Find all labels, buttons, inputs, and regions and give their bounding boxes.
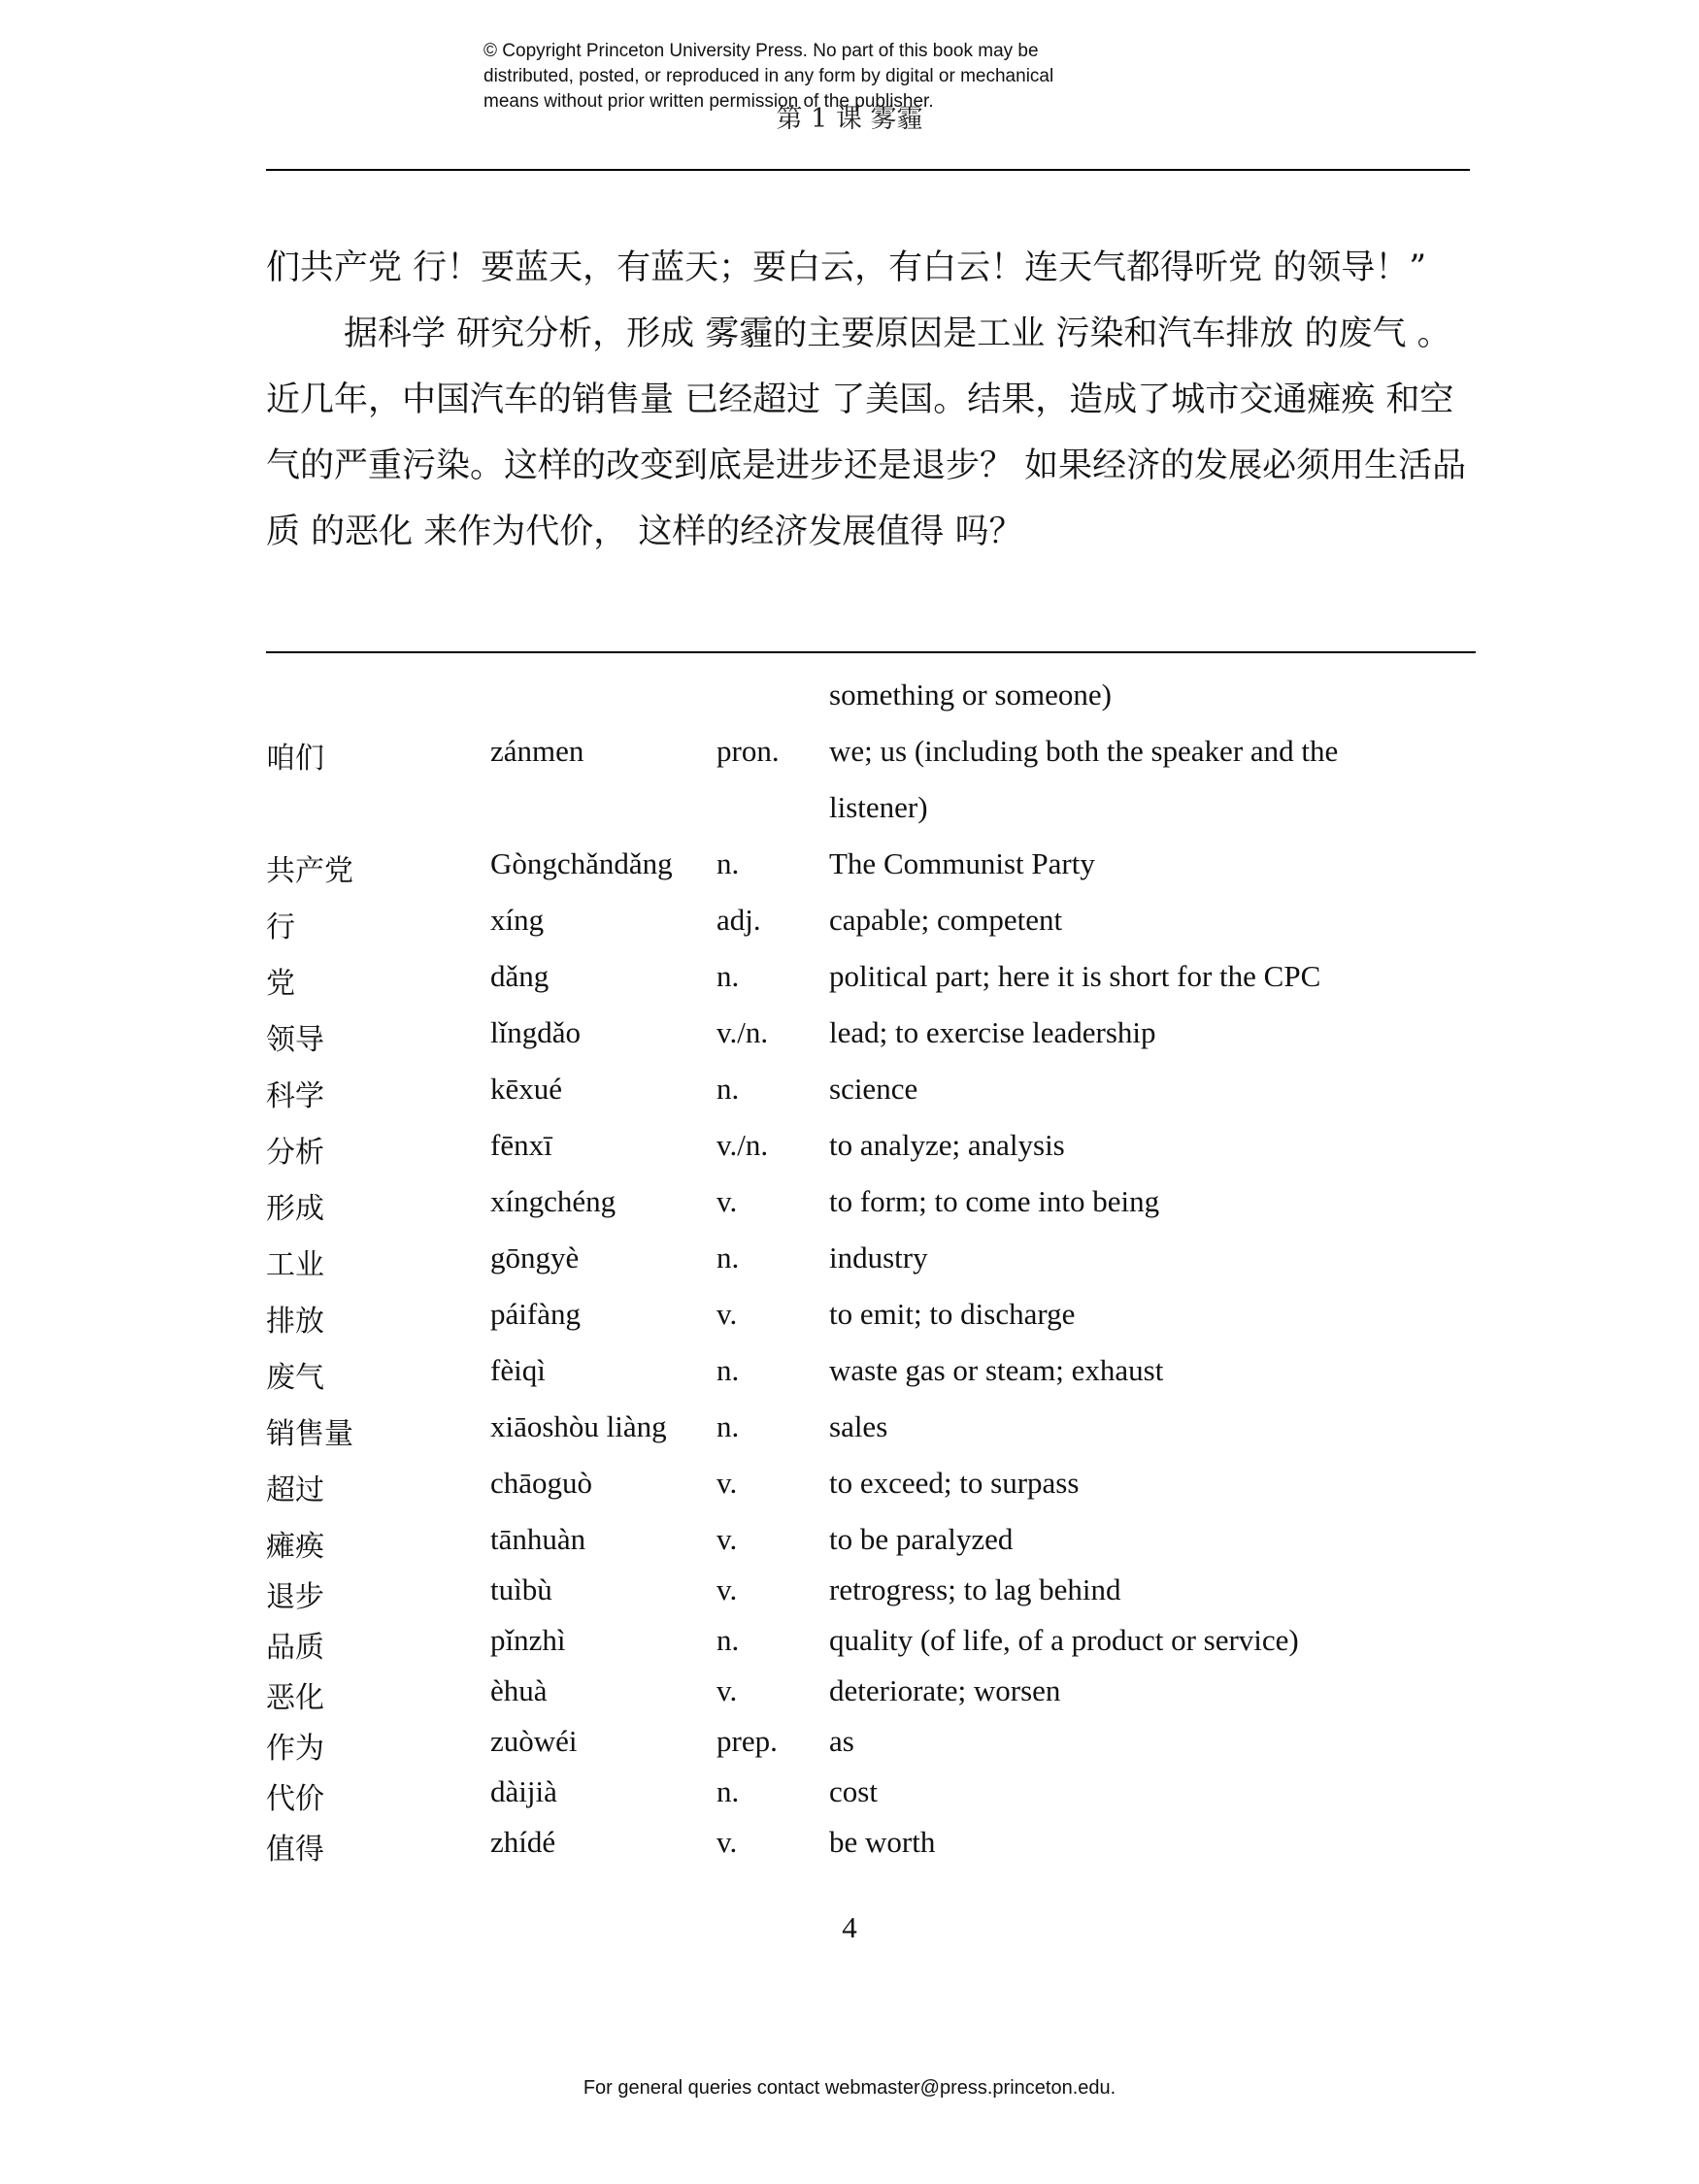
vocab-hanzi: 超过: [266, 1473, 324, 1507]
vocab-pinyin: fēnxī: [490, 1128, 552, 1162]
vocab-hanzi: 销售量: [266, 1417, 353, 1451]
footer-contact: For general queries contact webmaster@press.princeton.edu.: [583, 2077, 1116, 2099]
vocab-hanzi: 领导: [266, 1023, 324, 1057]
vocab-pinyin: xiāoshòu liàng: [490, 1409, 667, 1443]
vocab-pos: n.: [716, 1353, 740, 1387]
paragraph: 们共产党 行！要蓝天，有蓝天；要白云，有白云！连天气都得听党 的领导！”: [266, 248, 1427, 287]
vocab-pos: n.: [716, 1409, 740, 1443]
running-header: 第 1 课 雾霾: [776, 104, 923, 134]
vocab-pinyin: dǎng: [490, 959, 550, 993]
header-divider: [266, 169, 1470, 171]
copyright-line: means without prior written permission of the publisher.: [483, 91, 934, 112]
vocab-hanzi: 党: [266, 967, 295, 1001]
vocab-pos: v.: [716, 1572, 738, 1606]
vocab-definition: quality (of life, of a product or service): [829, 1623, 1299, 1657]
vocab-hanzi: 工业: [266, 1248, 324, 1282]
vocab-hanzi: 科学: [266, 1079, 324, 1113]
vocab-pinyin: lǐngdǎo: [490, 1015, 581, 1049]
vocab-hanzi: 废气: [266, 1361, 324, 1395]
vocab-pinyin: Gòngchǎndǎng: [490, 846, 673, 880]
vocab-definition: cost: [829, 1774, 878, 1808]
vocab-definition: listener): [829, 790, 928, 824]
vocab-hanzi: 代价: [266, 1782, 324, 1816]
vocab-definition: to analyze; analysis: [829, 1128, 1065, 1162]
vocab-hanzi: 咱们: [266, 742, 324, 776]
vocab-pos: n.: [716, 959, 740, 993]
vocab-pos: adj.: [716, 903, 761, 937]
vocab-pos: n.: [716, 1241, 740, 1274]
vocab-definition: be worth: [829, 1825, 936, 1859]
vocab-pos: v.: [716, 1184, 738, 1218]
vocab-definition: The Communist Party: [829, 846, 1095, 880]
vocab-pinyin: tānhuàn: [490, 1522, 586, 1556]
lesson-text: [266, 235, 1476, 565]
vocab-pos: v./n.: [716, 1128, 769, 1162]
vocab-pinyin: zhídé: [490, 1825, 556, 1859]
vocab-hanzi: 值得: [266, 1833, 324, 1867]
vocab-definition: retrogress; to lag behind: [829, 1572, 1121, 1606]
vocab-hanzi: 形成: [266, 1192, 324, 1226]
vocab-definition: deteriorate; worsen: [829, 1673, 1061, 1707]
vocab-pinyin: pǐnzhì: [490, 1623, 566, 1657]
vocab-pos: v.: [716, 1673, 738, 1707]
vocab-pinyin: fèiqì: [490, 1353, 546, 1387]
vocab-pos: v./n.: [716, 1015, 769, 1049]
vocab-definition: to form; to come into being: [829, 1184, 1160, 1218]
vocab-pos: v.: [716, 1466, 738, 1500]
page-number: 4: [842, 1910, 857, 1944]
vocab-definition: capable; competent: [829, 903, 1063, 937]
vocab-hanzi: 排放: [266, 1305, 324, 1339]
vocab-definition: lead; to exercise leadership: [829, 1015, 1156, 1049]
vocab-pos: v.: [716, 1522, 738, 1556]
vocab-hanzi: 瘫痪: [266, 1530, 324, 1564]
vocab-pos: n.: [716, 1623, 740, 1657]
vocab-pos: v.: [716, 1825, 738, 1859]
vocab-pos: prep.: [716, 1724, 778, 1758]
vocab-definition: something or someone): [829, 678, 1113, 711]
vocab-definition: waste gas or steam; exhaust: [829, 1353, 1164, 1387]
vocabulary-divider: [266, 651, 1476, 653]
vocab-hanzi: 作为: [266, 1732, 324, 1766]
vocab-definition: to emit; to discharge: [829, 1297, 1076, 1331]
vocab-definition: to be paralyzed: [829, 1522, 1014, 1556]
vocab-pinyin: páifàng: [490, 1297, 581, 1331]
vocab-pos: pron.: [716, 734, 780, 768]
vocab-pinyin: gōngyè: [490, 1241, 580, 1274]
vocab-hanzi: 退步: [266, 1580, 324, 1614]
vocab-hanzi: 行: [266, 910, 295, 944]
vocab-pinyin: xíngchéng: [490, 1184, 616, 1218]
vocab-definition: to exceed; to surpass: [829, 1466, 1080, 1500]
vocab-pinyin: xíng: [490, 903, 545, 937]
vocab-pinyin: zuòwéi: [490, 1724, 578, 1758]
vocab-hanzi: 共产党: [266, 854, 353, 888]
vocab-definition: industry: [829, 1241, 928, 1274]
vocab-definition: science: [829, 1072, 918, 1106]
vocab-definition: as: [829, 1724, 854, 1758]
vocab-pos: v.: [716, 1297, 738, 1331]
vocab-pinyin: zánmen: [490, 734, 584, 768]
copyright-line: distributed, posted, or reproduced in any form by digital or mechanical: [483, 66, 1054, 86]
paragraph: 据科学 研究分析，形成 雾霾的主要原因是工业 污染和汽车排放 的废气 。近几年，中国汽车的销售量 已经超过 了美国。结果，造成了城市交通瘫痪 和空气的严重污染。这样的改变到底是进步还是退步？ 如果经济的发展必须用生活品质 的恶化 来作为代价， 这样的经济发展值得 吗？: [266, 314, 1467, 551]
vocab-hanzi: 品质: [266, 1631, 324, 1665]
vocab-pos: n.: [716, 1774, 740, 1808]
vocab-hanzi: 恶化: [266, 1681, 324, 1715]
vocab-definition: political part; here it is short for the CPC: [829, 959, 1321, 993]
vocab-pinyin: dàijià: [490, 1774, 557, 1808]
vocab-pinyin: kēxué: [490, 1072, 563, 1106]
vocab-pinyin: chāoguò: [490, 1466, 593, 1500]
copyright-line: © Copyright Princeton University Press. No part of this book may be: [483, 41, 1039, 61]
vocab-pinyin: èhuà: [490, 1673, 548, 1707]
vocab-definition: we; us (including both the speaker and the: [829, 734, 1339, 768]
vocab-pinyin: tuìbù: [490, 1572, 552, 1606]
vocab-definition: sales: [829, 1409, 888, 1443]
vocab-pos: n.: [716, 1072, 740, 1106]
vocab-hanzi: 分析: [266, 1136, 324, 1170]
vocab-pos: n.: [716, 846, 740, 880]
